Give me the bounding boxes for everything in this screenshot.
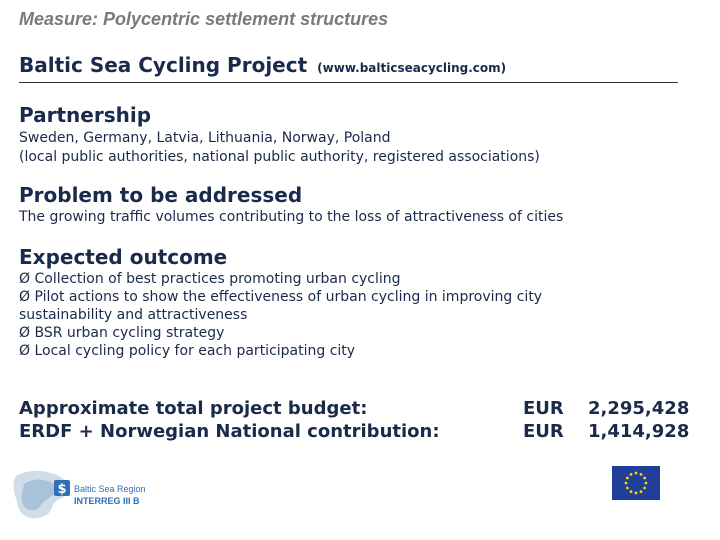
eu-star — [645, 482, 648, 485]
eu-star — [635, 472, 638, 475]
partnership-line-2: (local public authorities, national public authority, registered associations) — [19, 149, 540, 165]
budget-erdf-value: 1,414,928 — [588, 421, 690, 442]
project-name: Baltic Sea Cycling Project — [19, 53, 308, 77]
partnership-line-1: Sweden, Germany, Latvia, Lithuania, Norway, Poland — [19, 130, 391, 146]
partnership-heading: Partnership — [19, 103, 152, 127]
bullet-arrow-icon: Ø — [19, 325, 31, 341]
outcome-item: Ø BSR urban cycling strategy — [19, 325, 225, 341]
eu-flag-icon — [612, 466, 660, 500]
problem-text: The growing traffic volumes contributing to the loss of attractiveness of cities — [19, 209, 564, 225]
eu-star — [625, 482, 628, 485]
bullet-arrow-icon: Ø — [19, 271, 31, 287]
outcome-item: Ø Local cycling policy for each participating city — [19, 343, 356, 359]
svg-text:INTERREG III B: INTERREG III B — [74, 496, 140, 506]
budget-erdf-label: ERDF + Norwegian National contribution: — [19, 421, 440, 442]
budget-total-value: 2,295,428 — [588, 398, 690, 419]
budget-total-currency: EUR — [523, 398, 564, 419]
measure-title: Measure: Polycentric settlement structures — [19, 9, 389, 29]
bullet-arrow-icon: Ø — [19, 343, 31, 359]
outcome-item: Ø Collection of best practices promoting urban cycling — [19, 271, 401, 287]
interreg-logo — [10, 466, 170, 537]
title-divider — [19, 82, 678, 83]
svg-text:Baltic Sea Region: Baltic Sea Region — [74, 484, 146, 494]
eu-star — [640, 473, 643, 476]
eu-star — [626, 477, 629, 480]
eu-star — [643, 477, 646, 480]
outcome-heading: Expected outcome — [19, 245, 228, 269]
eu-star — [635, 492, 638, 495]
budget-total-label: Approximate total project budget: — [19, 398, 368, 419]
outcome-item-continuation: sustainability and attractiveness — [19, 307, 248, 323]
project-url: (www.balticseacycling.com) — [317, 61, 507, 75]
outcome-item: Ø Pilot actions to show the effectiveness of urban cycling in improving city — [19, 289, 543, 305]
bullet-arrow-icon: Ø — [19, 289, 31, 305]
project-title — [19, 53, 506, 77]
budget-erdf-currency: EUR — [523, 421, 564, 442]
eu-star — [643, 487, 646, 490]
eu-flag — [612, 466, 660, 505]
eu-star — [626, 487, 629, 490]
interreg-logo-icon — [10, 466, 170, 532]
svg-text:$: $ — [57, 482, 67, 497]
eu-star — [630, 473, 633, 476]
eu-star — [640, 490, 643, 493]
eu-star — [630, 490, 633, 493]
problem-heading: Problem to be addressed — [19, 183, 303, 207]
